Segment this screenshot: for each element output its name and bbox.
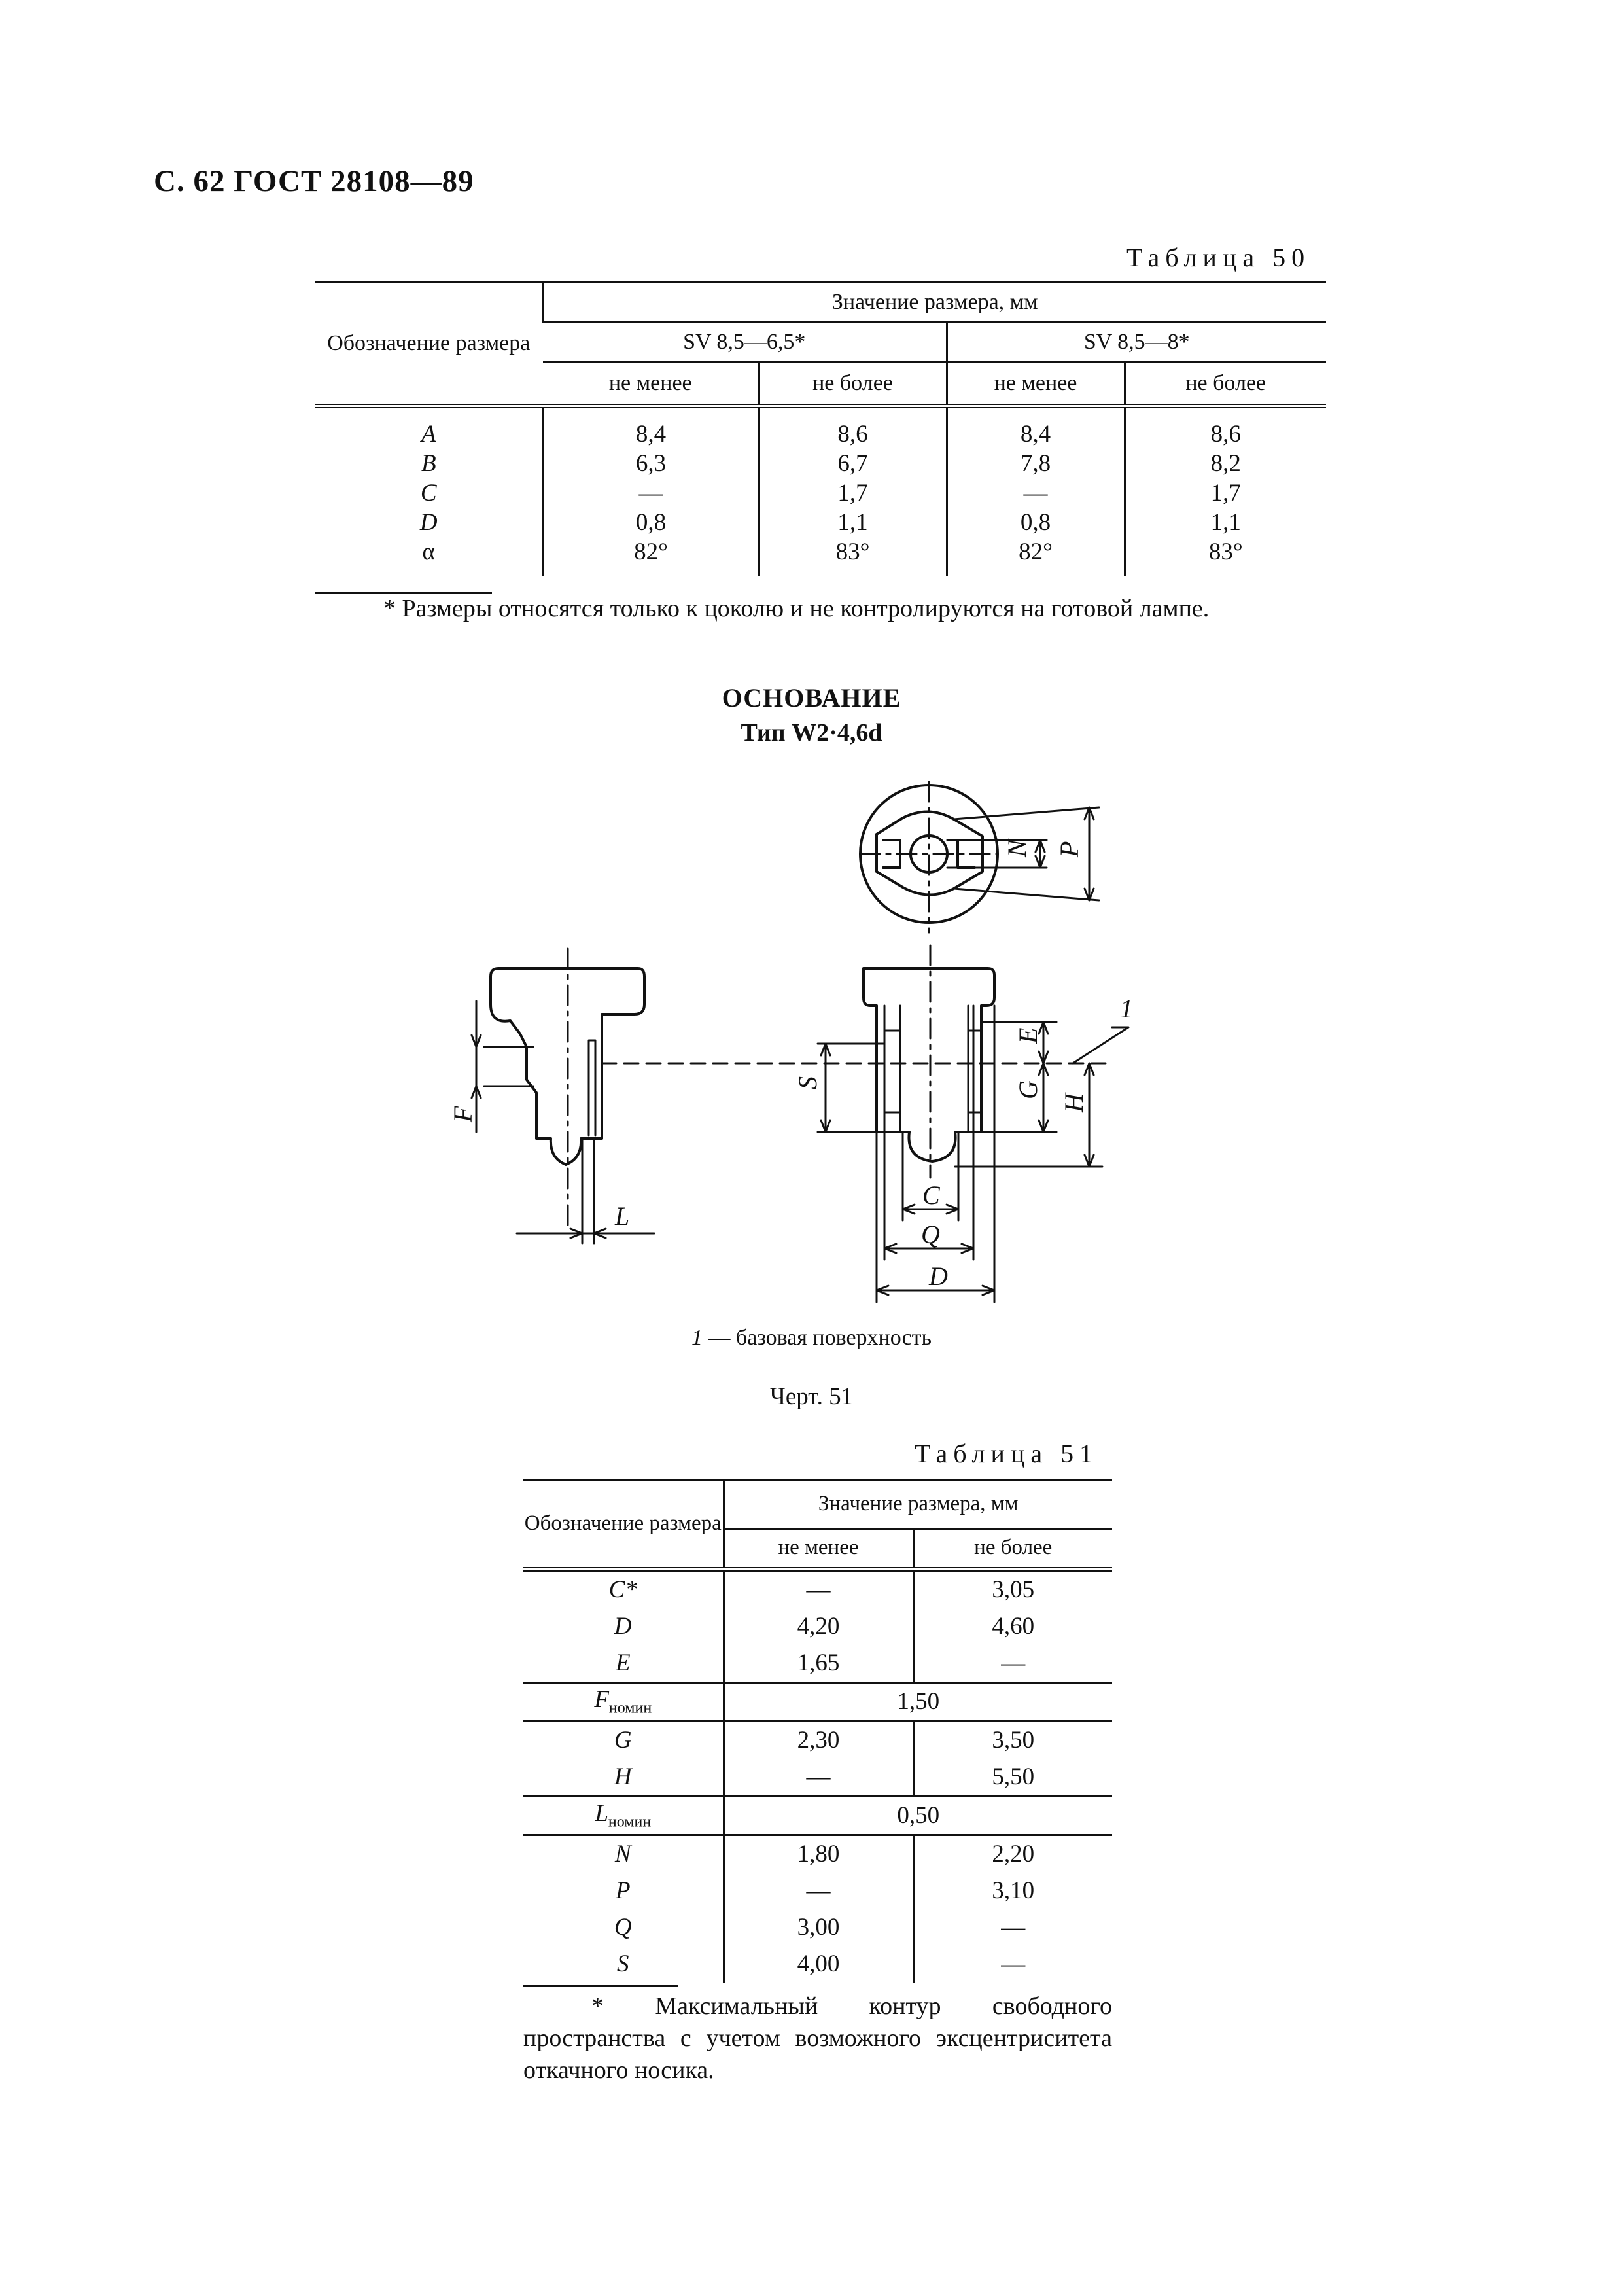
- table-row: [315, 406, 1326, 450]
- side-view: [472, 949, 654, 1243]
- table-row: [523, 1946, 1112, 1983]
- t51-cell: 1,65: [724, 1645, 913, 1683]
- t50-min-1: не менее: [543, 362, 759, 406]
- t50-cell: 6,3: [543, 450, 759, 479]
- t51-cell: —: [724, 1873, 913, 1909]
- t51-max-header: не более: [913, 1528, 1112, 1569]
- t51-row-name: [523, 1683, 724, 1722]
- t50-row-name: D: [419, 509, 438, 537]
- t51-cell: 5,50: [913, 1759, 1112, 1797]
- t51-row-name: C*: [608, 1576, 637, 1603]
- t51-row-name: S: [617, 1950, 629, 1977]
- t50-cell: 83°: [759, 538, 947, 576]
- table-row: [523, 1683, 1112, 1722]
- t51-designation-header: Обозначение размера: [523, 1480, 724, 1570]
- table-row: [315, 508, 1326, 538]
- t51-cell: 1,80: [724, 1835, 913, 1873]
- t50-group-2: SV 8,5—8*: [947, 323, 1326, 362]
- table-row: [523, 1909, 1112, 1946]
- legend-number: 1: [691, 1326, 703, 1350]
- label-G: G: [1013, 1080, 1043, 1099]
- label-1: 1: [1120, 994, 1133, 1023]
- table-row: [523, 1722, 1112, 1759]
- t50-row-name: A: [421, 421, 436, 448]
- t51-row-name: Q: [614, 1913, 632, 1941]
- page-header: С. 62 ГОСТ 28108—89: [154, 164, 474, 198]
- t50-cell: 8,4: [947, 406, 1125, 450]
- t50-cell: 0,8: [543, 508, 759, 538]
- t51-cell: 0,50: [724, 1797, 1112, 1835]
- t50-cell: 6,7: [759, 450, 947, 479]
- table-row: [315, 450, 1326, 479]
- t51-cell: —: [913, 1946, 1112, 1983]
- figure-caption: Черт. 51: [769, 1383, 854, 1410]
- t50-cell: 8,6: [759, 406, 947, 450]
- t50-cell: 83°: [1125, 538, 1326, 576]
- t50-cell: 8,6: [1125, 406, 1326, 450]
- t51-cell: 3,00: [724, 1909, 913, 1946]
- t50-row-name: B: [421, 450, 436, 478]
- table-row: [523, 1570, 1112, 1609]
- t51-cell: 2,30: [724, 1722, 913, 1759]
- table-row: [523, 1797, 1112, 1835]
- t50-cell: 1,7: [759, 479, 947, 508]
- t50-cell: 1,7: [1125, 479, 1326, 508]
- table-51: [523, 1479, 1112, 1983]
- label-D: D: [929, 1262, 948, 1291]
- label-E: E: [1013, 1027, 1043, 1044]
- t51-row-name: G: [614, 1726, 632, 1754]
- t51-row-name: [523, 1797, 724, 1835]
- footnote-1: * Размеры относятся только к цоколю и не контролируются на готовой лампе.: [383, 595, 1210, 622]
- t51-row-name: H: [523, 1759, 724, 1797]
- t50-group-1: SV 8,5—6,5*: [543, 323, 947, 362]
- table-row: [523, 1835, 1112, 1873]
- table-50: [315, 281, 1326, 576]
- label-C: C: [922, 1180, 940, 1210]
- label-N: N: [1002, 839, 1032, 857]
- label-H: H: [1059, 1093, 1089, 1112]
- t51-L-symbol: L: [595, 1800, 608, 1827]
- t50-cell: 0,8: [947, 508, 1125, 538]
- t51-cell: 4,00: [724, 1946, 913, 1983]
- label-Q: Q: [921, 1220, 940, 1249]
- table-51-bottom-rule: [523, 1985, 678, 1987]
- t50-cell: 82°: [543, 538, 759, 576]
- label-F: F: [448, 1106, 478, 1122]
- section-title: ОСНОВАНИЕ: [722, 683, 901, 713]
- t51-cell: —: [913, 1909, 1112, 1946]
- t50-cell: 8,4: [543, 406, 759, 450]
- table-row: [523, 1645, 1112, 1683]
- label-L: L: [615, 1201, 630, 1231]
- t51-cell: 2,20: [913, 1835, 1112, 1873]
- t50-row-name: C: [420, 480, 437, 507]
- footnote-2: * Максимальный контур свободного пространства с учетом возможного эксцентриситета откачного носика.: [523, 1992, 1112, 2084]
- t50-max-2: не более: [1125, 362, 1326, 406]
- table-row: [523, 1608, 1112, 1645]
- t51-cell: 1,50: [724, 1683, 1112, 1722]
- t50-row-name: α: [422, 539, 435, 566]
- t51-cell: 4,20: [724, 1608, 913, 1645]
- base-drawing: [419, 772, 1151, 1328]
- t50-designation-header: Обозначение размера: [315, 283, 543, 406]
- t51-cell: —: [724, 1570, 913, 1609]
- table-row: [523, 1873, 1112, 1909]
- t51-cell: 3,50: [913, 1722, 1112, 1759]
- t51-row-name: E: [523, 1645, 724, 1683]
- t51-row-name: P: [615, 1877, 631, 1904]
- front-view: [818, 945, 1128, 1302]
- t51-L-subscript: номин: [608, 1813, 652, 1831]
- label-S: S: [793, 1076, 822, 1089]
- t51-F-subscript: номин: [608, 1699, 652, 1717]
- section-subtitle: Тип W2·4,6d: [741, 719, 882, 747]
- table-50-caption: Таблица 50: [1126, 243, 1311, 272]
- t50-cell: 82°: [947, 538, 1125, 576]
- t50-cell: —: [947, 479, 1125, 508]
- t51-cell: 3,10: [913, 1873, 1112, 1909]
- t50-min-2: не менее: [947, 362, 1125, 406]
- table-row: [315, 479, 1326, 508]
- t50-cell: 1,1: [759, 508, 947, 538]
- t51-cell: 4,60: [913, 1608, 1112, 1645]
- t51-row-name: D: [614, 1612, 632, 1640]
- drawing-legend: [0, 1326, 1623, 1351]
- t51-min-header: не менее: [724, 1528, 913, 1569]
- t51-F-symbol: F: [594, 1686, 609, 1713]
- t51-cell: —: [913, 1645, 1112, 1683]
- label-P: P: [1055, 841, 1084, 857]
- t51-row-name: N: [614, 1840, 631, 1867]
- t50-cell: 8,2: [1125, 450, 1326, 479]
- t50-cell: —: [543, 479, 759, 508]
- t50-cell: 1,1: [1125, 508, 1326, 538]
- t51-value-header: Значение размера, мм: [724, 1480, 1112, 1529]
- table-row: [523, 1759, 1112, 1797]
- legend-text: — базовая поверхность: [702, 1326, 932, 1350]
- t51-cell: —: [724, 1759, 913, 1797]
- table-row: [315, 538, 1326, 576]
- t50-cell: 7,8: [947, 450, 1125, 479]
- t51-cell: 3,05: [913, 1570, 1112, 1609]
- t50-value-header: Значение размера, мм: [543, 283, 1326, 323]
- table-51-caption: Таблица 51: [915, 1439, 1099, 1468]
- t50-max-1: не более: [759, 362, 947, 406]
